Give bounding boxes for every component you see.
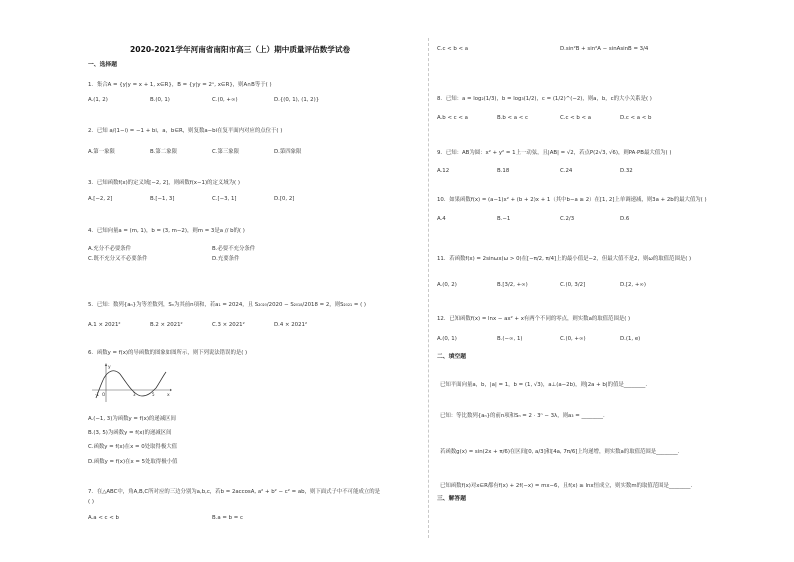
q9-stem: 9．已知：AB为圆：x² + y² = 1上一动弦，且|AB| = √2，若点P(2√3, √6)，则PA·PB最大值为( ) xyxy=(437,150,672,156)
q8-option-c: C.c < b < a xyxy=(560,115,592,121)
q6-option-b: B.(3, 5)为函数y = f(x)的递减区间 xyxy=(88,430,172,436)
q12-option-a: A.(0, 1) xyxy=(437,336,457,342)
q6-option-a: A.(−1, 3)为函数y = f(x)的递减区间 xyxy=(88,416,176,422)
q2-option-a: A.第一象限 xyxy=(88,149,115,155)
q10-option-d: D.6 xyxy=(620,216,630,222)
fill-q13: 已知平面向量a，b，|a| = 1，b = (1, √3)，a⊥(a−2b)，则|2a + b|的值是________. xyxy=(440,382,648,388)
q1-option-d: D.{(0, 1), (1, 2)} xyxy=(274,97,320,103)
q6-option-d: D.函数y = f(x)在x = 5处取得极小值 xyxy=(88,459,178,465)
q5-option-c: C.3 × 2021² xyxy=(212,322,245,328)
fill-q15: 若函数g(x) = sin(2x + π/6)在区间[0, a/3]和[4a, 7π/6]上均递增，则实数a的取值范围是________. xyxy=(440,449,680,455)
q4-option-c: C.既不充分又不必要条件 xyxy=(88,256,148,262)
q2-option-b: B.第二象限 xyxy=(150,149,177,155)
q7-option-c: C.c < b < a xyxy=(437,46,469,52)
q10-stem: 10．如果函数f(x) = (a−1)x² + (b + 2)x + 1（其中b−a ≥ 2）在[1, 2]上单调递减，则3a + 2b的最大值为( ) xyxy=(437,197,707,203)
derivative-curve xyxy=(96,371,166,398)
q3-stem: 3．已知函数f(x)的定义域[−2, 2]，则函数f(x−1)的定义域为( ) xyxy=(88,180,240,186)
q11-option-b: B.[3/2, +∞) xyxy=(497,282,528,288)
q12-option-c: C.(0, +∞) xyxy=(560,336,586,342)
q3-option-b: B.[−1, 3] xyxy=(150,196,175,202)
q4-stem: 4．已知向量a = (m, 1)，b = (3, m−2)，则m = 3是a // b的( ) xyxy=(88,228,245,234)
q5-option-b: B.2 × 2021² xyxy=(150,322,183,328)
q4-option-b: B.必要不充分条件 xyxy=(212,246,256,252)
q1-option-b: B.(0, 1) xyxy=(150,97,170,103)
q2-stem: 2．已知 a/(1−i) = −1 + bi，a，b∈R，则复数a−bi在复平面内对应的点位于( ) xyxy=(88,128,283,134)
fill-q14: 已知：等比数列{aₙ}的前n项和Sₙ = 2 · 3ⁿ − 3λ，则a₃ = ________. xyxy=(440,413,605,419)
q3-option-d: D.[0, 2] xyxy=(274,196,295,202)
q4-option-d: D.充要条件 xyxy=(212,256,240,262)
q7-option-a: A.a < c < b xyxy=(88,515,119,521)
q3-option-a: A.[−2, 2] xyxy=(88,196,113,202)
q1-option-c: C.(0, +∞) xyxy=(212,97,238,103)
section-choice: 一、选择题 xyxy=(88,62,117,68)
origin-label: O xyxy=(102,392,106,397)
page-title: 2020-2021学年河南省南阳市高三（上）期中质量评估数学试卷 xyxy=(130,45,351,54)
q2-option-d: D.第四象限 xyxy=(274,149,302,155)
q12-stem: 12．已知函数f(x) = lnx − ax² + x有两个不同的零点，则实数a的取值范围是( ) xyxy=(437,316,631,322)
tick-label-3: 3 xyxy=(133,392,136,397)
q5-stem: 5．已知：数列{aₙ}为等差数列，Sₙ为其前n项和，若a₁ = 2024，且 S₂₀₂₀/2020 − S₂₀₁₈/2018 = 2，则S₂₀₂₁ = ( ) xyxy=(88,302,366,308)
section-answer: 三、解答题 xyxy=(437,496,466,502)
q8-option-d: D.c < a < b xyxy=(620,115,652,121)
tick-label-neg1: -1 xyxy=(95,392,99,397)
q8-option-a: A.b < c < a xyxy=(437,115,468,121)
y-axis-label: y xyxy=(108,365,111,370)
q11-option-c: C.(0, 3/2] xyxy=(560,282,586,288)
q8-stem: 8．已知：a = log₂(1/3)，b = log₃(1/2)，c = (1/2)^(−2)，则a，b，c的大小关系是( ) xyxy=(437,96,652,102)
fill-q16: 已知函数f(x)对x∈R都有f(x) + 2f(−x) = mx−6，且f(x) ≥ lnx恒成立，则实数m的取值范围是________. xyxy=(440,483,693,489)
q3-option-c: C.[−3, 1] xyxy=(212,196,237,202)
q1-stem: 1．集合A = {y|y = x + 1, x∈R}，B = {y|y = 2ˣ, x∈R}，则A∩B等于( ) xyxy=(88,82,272,88)
q12-option-d: D.(1, e) xyxy=(620,336,641,342)
q7-paren: ( ) xyxy=(88,499,94,505)
section-fill-blank: 二、填空题 xyxy=(437,354,466,360)
q9-option-a: A.12 xyxy=(437,168,450,174)
tick-label-5: 5 xyxy=(152,392,155,397)
q9-option-b: B.18 xyxy=(497,168,510,174)
q7-option-b: B.a = b = c xyxy=(212,515,243,521)
q6-option-c: C.函数y = f(x)在x = 0处取得极大值 xyxy=(88,444,177,450)
q5-option-d: D.4 × 2021² xyxy=(274,322,308,328)
q10-option-a: A.4 xyxy=(437,216,446,222)
q11-stem: 11．若函数f(x) = 2sinωx(ω > 0)在[−π/2, π/4]上的最小值是−2，但最大值不是2，则ω的取值范围是( ) xyxy=(437,256,692,262)
q7-option-d: D.sin²B + sin²A − sinAsinB = 3/4 xyxy=(560,46,649,52)
q11-option-a: A.(0, 2) xyxy=(437,282,457,288)
q1-option-a: A.(1, 2) xyxy=(88,97,108,103)
q10-option-c: C.2/3 xyxy=(560,216,575,222)
y-axis-arrow xyxy=(105,363,107,366)
q6-stem: 6．函数y = f(x)的导函数的图象如图所示，则下列说法错误的是( ) xyxy=(88,350,248,356)
q8-option-b: B.b < a < c xyxy=(497,115,528,121)
q12-option-b: B.(−∞, 1) xyxy=(497,336,523,342)
q10-option-b: B.−1 xyxy=(497,216,511,222)
q4-option-a: A.充分不必要条件 xyxy=(88,246,132,252)
q5-option-a: A.1 × 2021² xyxy=(88,322,121,328)
q9-option-c: C.24 xyxy=(560,168,573,174)
x-axis-arrow xyxy=(170,389,172,391)
x-axis-label: x xyxy=(167,393,170,398)
derivative-graph xyxy=(90,362,172,404)
q9-option-d: D.32 xyxy=(620,168,633,174)
q7-stem: 7．在△ABC中，角A,B,C所对应的三边分别为a,b,c，若b = 2accosA, a² + b² − c² = ab，则下面式子中不可能成立的是 xyxy=(88,489,381,495)
q2-option-c: C.第三象限 xyxy=(212,149,240,155)
q11-option-d: D.[2, +∞) xyxy=(620,282,646,288)
column-divider xyxy=(428,38,429,538)
